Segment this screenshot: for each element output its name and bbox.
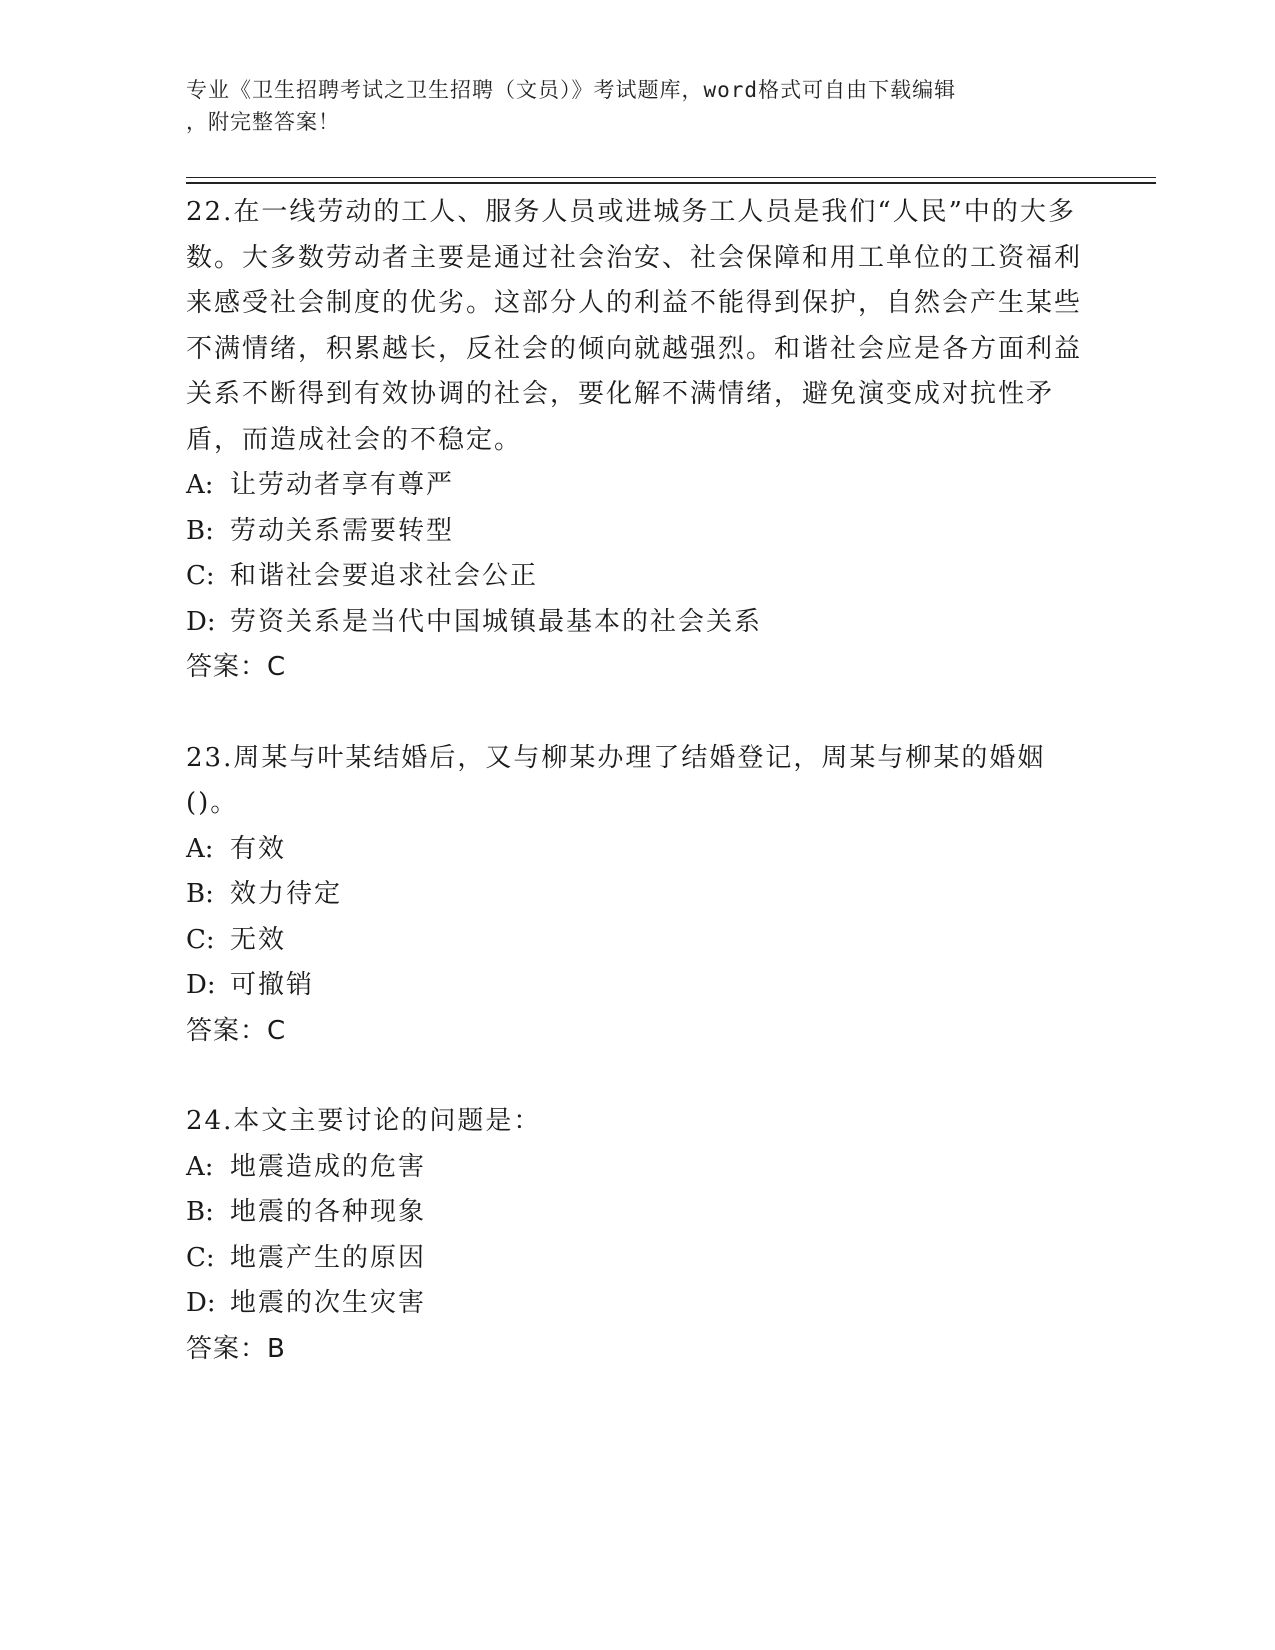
answer-line: 答案：C (186, 652, 287, 682)
option-letter: A: (186, 1151, 214, 1182)
option-letter: D: (186, 606, 216, 637)
option-text: 可撤销 (230, 970, 315, 1000)
option-text: 地震的各种现象 (230, 1197, 427, 1227)
option-text: 无效 (230, 924, 287, 955)
option-letter: B: (186, 1197, 214, 1227)
answer-line: 答案：C (186, 1015, 287, 1046)
option-text: 地震的次生灾害 (230, 1288, 427, 1318)
option-a (186, 1145, 1086, 1191)
option-d (186, 963, 1086, 1009)
option-c (186, 554, 1086, 600)
option-text: 让劳动者享有尊严 (230, 470, 455, 500)
option-d (186, 1281, 1086, 1327)
option-a (186, 827, 1086, 873)
option-text: 地震造成的危害 (230, 1151, 427, 1182)
question-24 (186, 1099, 1086, 1372)
document-header (186, 74, 1066, 138)
option-b (186, 1190, 1086, 1236)
option-letter: B: (186, 879, 214, 909)
option-letter: D: (186, 970, 216, 1000)
option-b (186, 872, 1086, 918)
header-divider-thin (186, 177, 1156, 178)
option-c (186, 918, 1086, 964)
option-text: 地震产生的原因 (230, 1242, 427, 1273)
option-c (186, 1236, 1086, 1282)
option-text: 有效 (230, 833, 287, 864)
option-b (186, 509, 1086, 555)
option-d (186, 600, 1086, 646)
option-text: 劳资关系是当代中国城镇最基本的社会关系 (230, 606, 763, 637)
question-spacer (186, 1054, 1086, 1099)
option-letter: D: (186, 1288, 216, 1318)
option-letter: A: (186, 470, 214, 500)
answer-line: 答案：B (186, 1333, 286, 1364)
option-letter: B: (186, 515, 214, 546)
question-23 (186, 736, 1086, 1055)
option-text: 效力待定 (230, 879, 343, 909)
question-stem: 23.周某与叶某结婚后，又与柳某办理了结婚登记，周某与柳某的婚姻()。 (186, 742, 1046, 818)
question-stem: 24.本文主要讨论的问题是： (186, 1106, 542, 1136)
header-title-line-1: 专业《卫生招聘考试之卫生招聘（文员）》考试题库，word格式可自由下载编辑 (186, 78, 957, 102)
question-stem: 22.在一线劳动的工人、服务人员或进城务工人员是我们“人民”中的大多数。大多数劳动者主要是通过社会治安、社会保障和用工单位的工资福利来感受社会制度的优劣。这部分人的利益不能得到保护，自然会产生某些不满情绪，积累越长，反社会的倾向就越强烈。和谐社会应是各方面利益关系不断得到有效协调的社会，要化解不满情绪，避免演变成对抗性矛盾，而造成社会的不稳定。 (186, 197, 1083, 455)
option-a (186, 463, 1086, 509)
option-letter: A: (186, 833, 214, 864)
option-text: 和谐社会要追求社会公正 (230, 561, 539, 591)
option-letter: C: (186, 561, 215, 591)
header-divider-thick (186, 182, 1156, 184)
header-title-line-2: ，附完整答案！ (186, 110, 340, 134)
option-letter: C: (186, 1242, 215, 1273)
questions-list (186, 190, 1086, 1372)
question-spacer (186, 691, 1086, 736)
question-22 (186, 190, 1086, 691)
option-letter: C: (186, 924, 215, 955)
option-text: 劳动关系需要转型 (230, 515, 455, 546)
